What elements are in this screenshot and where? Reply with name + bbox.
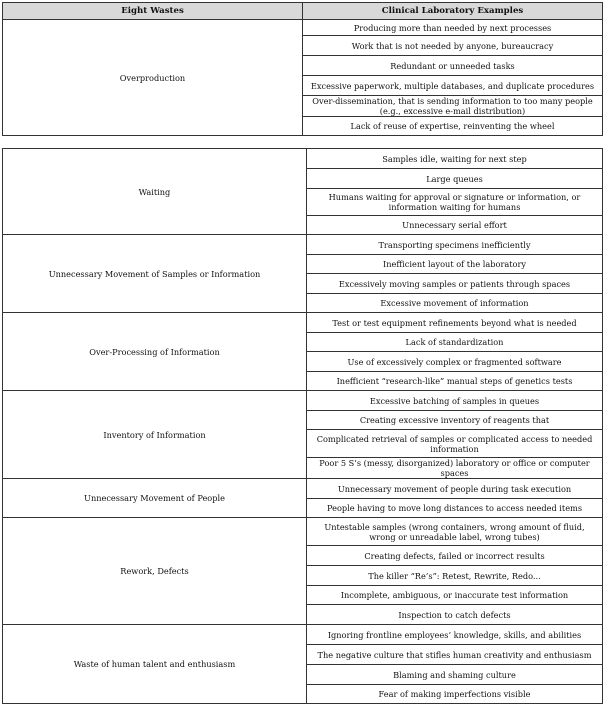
header-clinical-examples: Clinical Laboratory Examples bbox=[303, 3, 603, 20]
example-cell: Unnecessary serial effort bbox=[307, 216, 603, 235]
example-cell: Creating defects, failed or incorrect results bbox=[307, 546, 603, 566]
example-cell: Excessive paperwork, multiple databases, and duplicate procedures bbox=[303, 76, 603, 96]
example-cell: Fear of making imperfections visible bbox=[307, 685, 603, 704]
table-row bbox=[3, 20, 603, 36]
waste-category: Over-Processing of Information bbox=[3, 313, 307, 391]
example-cell: Lack of standardization bbox=[307, 333, 603, 352]
example-cell: Untestable samples (wrong containers, wrong amount of fluid, wrong or unreadable label, wrong tubes) bbox=[307, 518, 603, 546]
table-body-2 bbox=[3, 149, 603, 704]
table-row bbox=[3, 149, 603, 169]
example-cell: Large queues bbox=[307, 169, 603, 189]
table-row bbox=[3, 518, 603, 546]
table-row bbox=[3, 391, 603, 411]
example-cell: Producing more than needed by next processes bbox=[303, 20, 603, 36]
example-cell: Creating excessive inventory of reagents that bbox=[307, 411, 603, 430]
waste-category: Unnecessary Movement of Samples or Information bbox=[3, 235, 307, 313]
table-row bbox=[3, 313, 603, 333]
waste-table-part-2 bbox=[2, 148, 603, 704]
example-cell: Inspection to catch defects bbox=[307, 605, 603, 625]
example-cell: Ignoring frontline employees’ knowledge, skills, and abilities bbox=[307, 625, 603, 645]
example-cell: Poor 5 S’s (messy, disorganized) laboratory or office or computer spaces bbox=[307, 458, 603, 479]
example-cell: Excessive movement of information bbox=[307, 294, 603, 313]
example-cell: Blaming and shaming culture bbox=[307, 665, 603, 685]
example-cell: Transporting specimens inefficiently bbox=[307, 235, 603, 255]
waste-table-part-1 bbox=[2, 2, 603, 136]
example-cell: Inefficient “research-like” manual steps of genetics tests bbox=[307, 372, 603, 391]
example-cell: The killer “Re’s”: Retest, Rewrite, Redo... bbox=[307, 566, 603, 586]
table-row bbox=[3, 479, 603, 499]
table-row bbox=[3, 625, 603, 645]
example-cell: Unnecessary movement of people during task execution bbox=[307, 479, 603, 499]
example-cell: Test or test equipment refinements beyond what is needed bbox=[307, 313, 603, 333]
example-cell: Complicated retrieval of samples or complicated access to needed information bbox=[307, 430, 603, 458]
example-cell: People having to move long distances to access needed items bbox=[307, 499, 603, 518]
example-cell: The negative culture that stifles human creativity and enthusiasm bbox=[307, 645, 603, 665]
example-cell: Work that is not needed by anyone, bureaucracy bbox=[303, 36, 603, 56]
header-eight-wastes: Eight Wastes bbox=[3, 3, 303, 20]
example-cell: Excessive batching of samples in queues bbox=[307, 391, 603, 411]
waste-category: Waste of human talent and enthusiasm bbox=[3, 625, 307, 704]
example-cell: Incomplete, ambiguous, or inaccurate test information bbox=[307, 586, 603, 605]
waste-category: Inventory of Information bbox=[3, 391, 307, 479]
example-cell: Redundant or unneeded tasks bbox=[303, 56, 603, 76]
example-cell: Inefficient layout of the laboratory bbox=[307, 255, 603, 274]
table-row bbox=[3, 235, 603, 255]
waste-category: Waiting bbox=[3, 149, 307, 235]
example-cell: Lack of reuse of expertise, reinventing the wheel bbox=[303, 117, 603, 136]
example-cell: Samples idle, waiting for next step bbox=[307, 149, 603, 169]
waste-category: Rework, Defects bbox=[3, 518, 307, 625]
waste-category: Overproduction bbox=[3, 20, 303, 136]
example-cell: Excessively moving samples or patients through spaces bbox=[307, 274, 603, 294]
waste-category: Unnecessary Movement of People bbox=[3, 479, 307, 518]
example-cell: Humans waiting for approval or signature or information, or information waiting for humans bbox=[307, 189, 603, 216]
table-body-1 bbox=[3, 20, 603, 136]
header-row bbox=[3, 3, 603, 20]
example-cell: Over-dissemination, that is sending information to too many people (e.g., excessive e-mail distribution) bbox=[303, 96, 603, 117]
example-cell: Use of excessively complex or fragmented software bbox=[307, 352, 603, 372]
